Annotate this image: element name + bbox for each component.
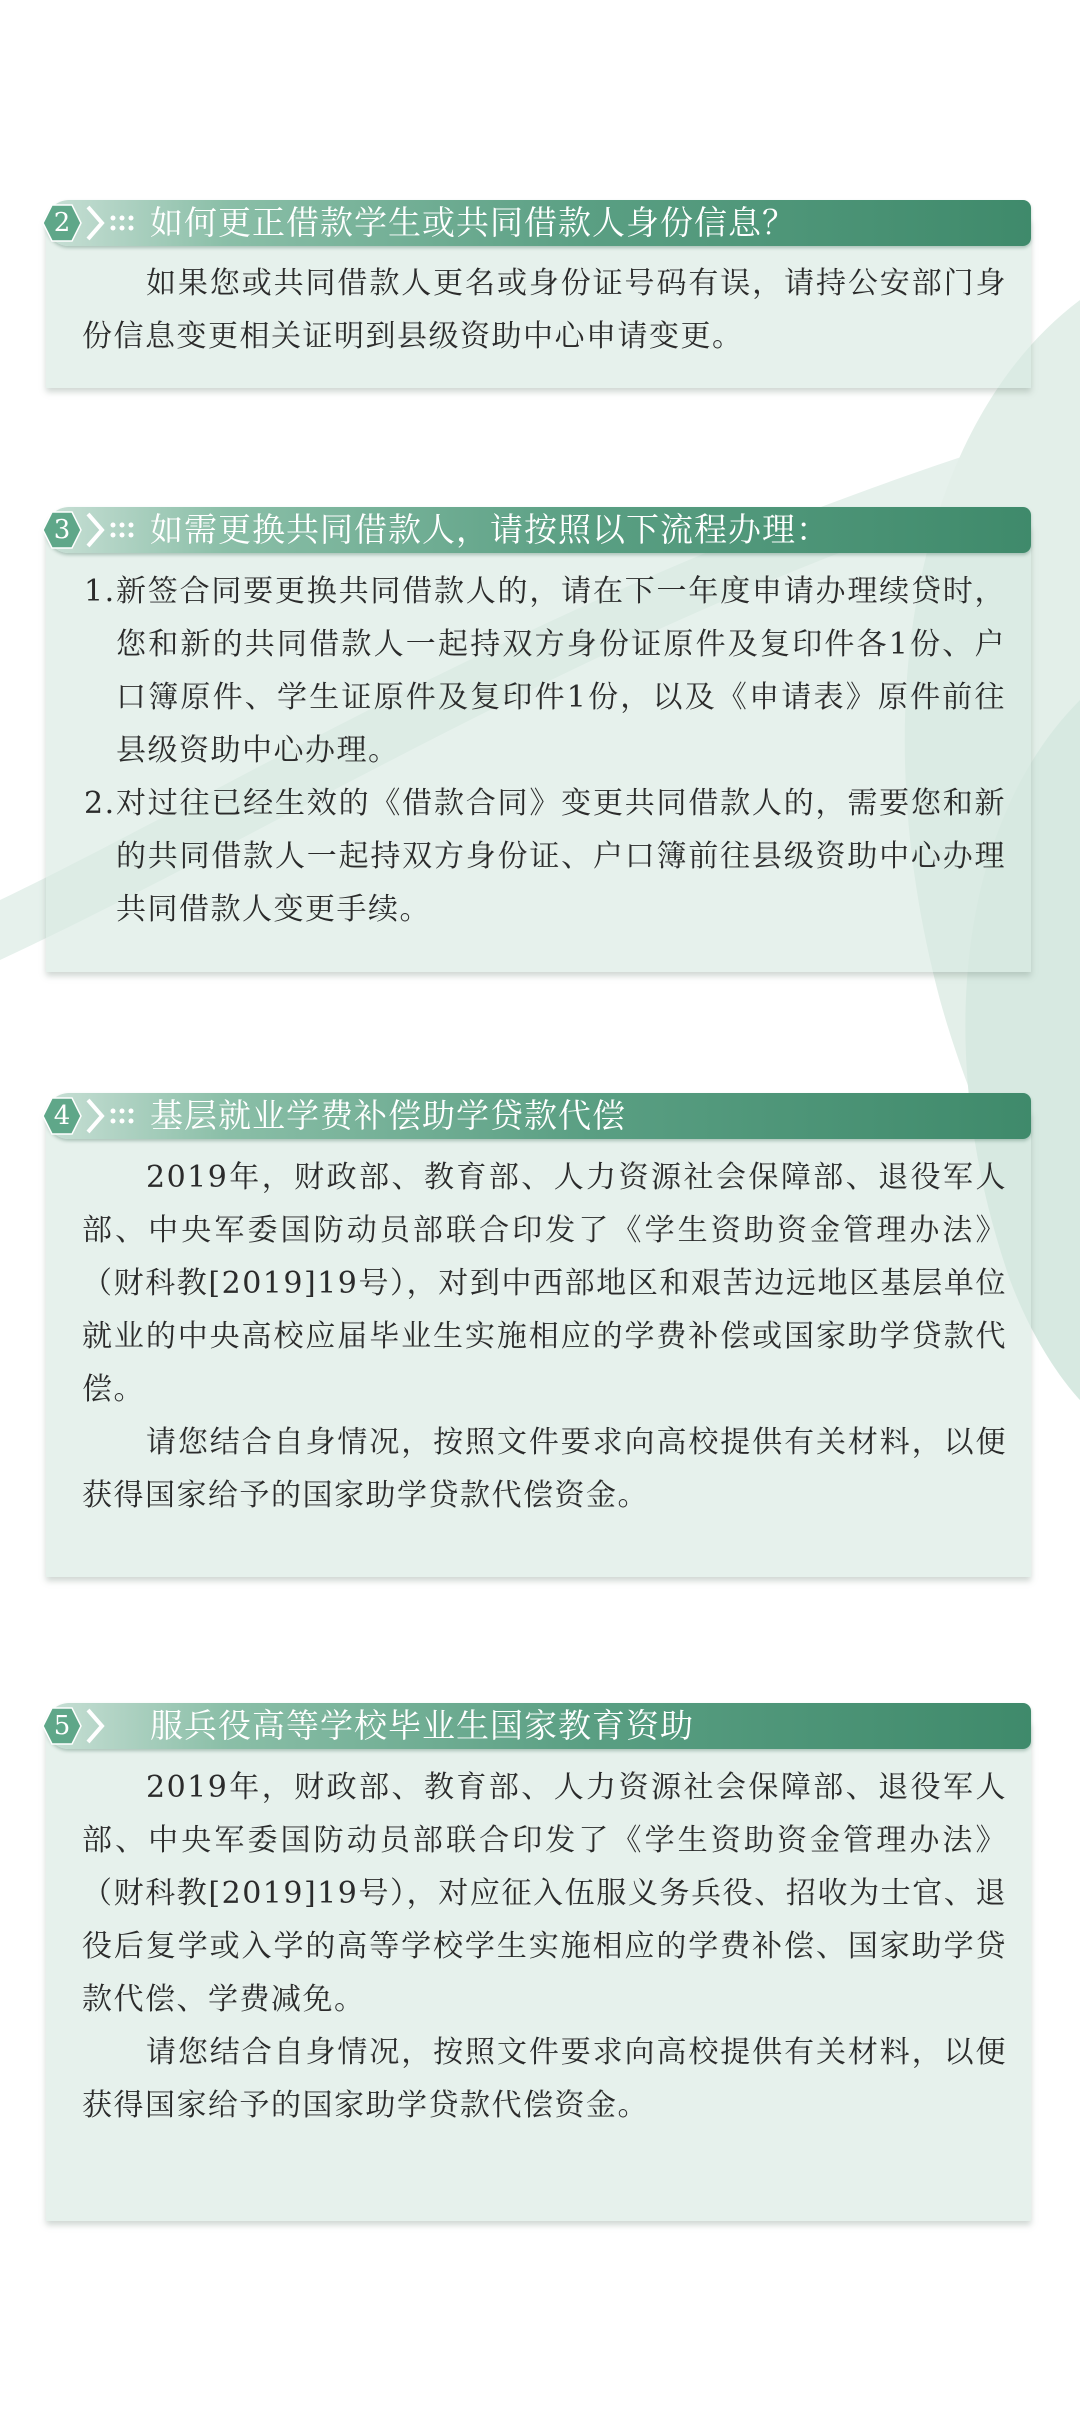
section-title: 基层就业学费补偿助学贷款代偿 [150,1096,626,1135]
section-body [82,257,1007,363]
chevron-right-icon [84,511,106,549]
procedure-list [84,565,1006,936]
list-item [84,777,1006,936]
badge-number: 2 [53,208,71,238]
number-badge [42,1096,82,1136]
list-item [84,565,1006,777]
chevron-right-icon [84,204,106,242]
badge-number: 3 [53,515,71,545]
paragraph: 如果您或共同借款人更名或身份证号码有误，请持公安部门身份信息变更相关证明到县级资助中心申请变更。 [82,266,1007,354]
number-badge [42,203,82,243]
section-title: 如何更正借款学生或共同借款人身份信息？ [150,203,796,242]
paragraph: 请您结合自身情况，按照文件要求向高校提供有关材料，以便获得国家给予的国家助学贷款代偿资金。 [82,2035,1007,2123]
badge-number: 5 [53,1711,71,1741]
paragraph: 请您结合自身情况，按照文件要求向高校提供有关材料，以便获得国家给予的国家助学贷款代偿资金。 [82,1425,1007,1513]
section-banner [46,1703,1031,1749]
number-badge [42,1706,82,1746]
dots-icon [110,1107,134,1125]
list-item-text: 新签合同要更换共同借款人的，请在下一年度申请办理续贷时，您和新的共同借款人一起持双方身份证原件及复印件各1份、户口簿原件、学生证原件及复印件1份，以及《申请表》原件前往县级资助中心办理。 [116,574,1006,768]
section-banner [46,1093,1031,1139]
dots-icon [110,214,134,232]
section-body [84,565,1006,936]
section-body [82,1761,1007,2132]
dots-icon [110,521,134,539]
number-badge [42,510,82,550]
list-item-number: 2. [84,786,116,821]
chevron-right-icon [84,1097,106,1135]
section-title: 如需更换共同借款人，请按照以下流程办理： [150,510,830,549]
section-title: 服兵役高等学校毕业生国家教育资助 [150,1706,694,1745]
chevron-right-icon [84,1707,106,1745]
section-banner [46,200,1031,246]
list-item-number: 1. [84,574,116,609]
badge-number: 4 [53,1101,71,1131]
paragraph: 2019年，财政部、教育部、人力资源社会保障部、退役军人部、中央军委国防动员部联合印发了《学生资助资金管理办法》（财科教[2019]19号），对应征入伍服义务兵役、招收为士官、退役后复学或入学的高等学校学生实施相应的学费补偿、国家助学贷款代偿、学费减免。 [82,1770,1007,2017]
section-body [82,1151,1007,1522]
paragraph: 2019年，财政部、教育部、人力资源社会保障部、退役军人部、中央军委国防动员部联合印发了《学生资助资金管理办法》（财科教[2019]19号），对到中西部地区和艰苦边远地区基层单位就业的中央高校应届毕业生实施相应的学费补偿或国家助学贷款代偿。 [82,1160,1007,1407]
section-banner [46,507,1031,553]
list-item-text: 对过往已经生效的《借款合同》变更共同借款人的，需要您和新的共同借款人一起持双方身份证、户口簿前往县级资助中心办理共同借款人变更手续。 [116,786,1006,927]
